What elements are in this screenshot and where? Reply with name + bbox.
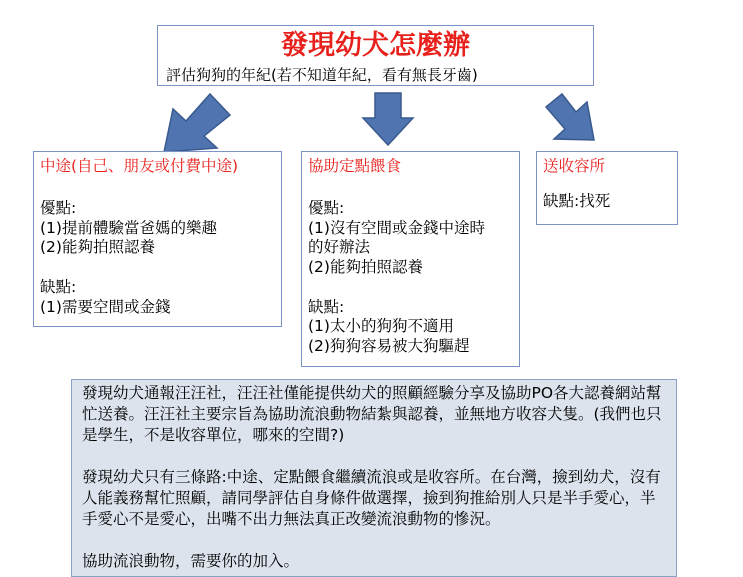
option-line: (1)需要空間或金錢 (40, 297, 171, 316)
option-shelter-box (536, 151, 678, 225)
title-box (157, 25, 594, 86)
option-line: (1)提前體驗當爸媽的樂趣 (40, 218, 217, 237)
option-line: (1)沒有空間或金錢中途時 (308, 218, 485, 237)
arrow-down-right-icon (542, 90, 598, 144)
option-line: 缺點: (308, 297, 345, 316)
option-line: (2)狗狗容易被大狗驅趕 (308, 336, 470, 355)
note-paragraph: 發現幼犬只有三條路:中途、定點餵食繼續流浪或是收容所。在台灣，撿到幼犬，沒有人能義務幫忙照顧，請同學評估自身條件做選擇，撿到狗推給別人只是半手愛心，半手愛心不是愛心，出嘴不出力無法真正改變流浪動物的慘況。 (82, 468, 661, 528)
option-line: (2)能夠拍照認養 (308, 258, 423, 277)
option-details (40, 199, 217, 317)
option-line: 的好辦法 (308, 238, 371, 257)
option-feeding-box (301, 151, 520, 367)
option-line: 缺點:找死 (543, 192, 611, 210)
option-title: 協助定點餵食 (308, 157, 402, 175)
option-line: 優點: (40, 199, 77, 217)
option-details (543, 192, 610, 212)
option-line: 優點: (308, 199, 345, 217)
option-line: (1)太小的狗狗不適用 (308, 317, 454, 336)
option-foster-box (33, 151, 282, 327)
option-line: 缺點: (40, 277, 77, 296)
page-title: 發現幼犬怎麼辦 (281, 30, 470, 61)
option-line: (2)能夠拍照認養 (40, 238, 155, 257)
arrow-down-icon (360, 90, 416, 148)
note-box (71, 379, 677, 577)
note-paragraph: 協助流浪動物，需要你的加入。 (82, 552, 300, 570)
option-title: 送收容所 (543, 157, 606, 175)
option-line (40, 258, 217, 278)
option-details (308, 199, 485, 357)
option-title: 中途(自己、朋友或付費中途) (40, 157, 239, 175)
option-line (308, 278, 485, 298)
arrow-down-left-icon (160, 90, 235, 156)
page-subtitle: 評估狗狗的年紀(若不知道年紀，看有無長牙齒) (166, 66, 478, 84)
note-paragraph: 發現幼犬通報汪汪社，汪汪社僅能提供幼犬的照顧經驗分享及協助PO各大認養網站幫忙送養。汪汪社主要宗旨為協助流浪動物結紮與認養，並無地方收容犬隻。(我們也只是學生，不是收容單位，哪來的空間?) (82, 384, 662, 444)
